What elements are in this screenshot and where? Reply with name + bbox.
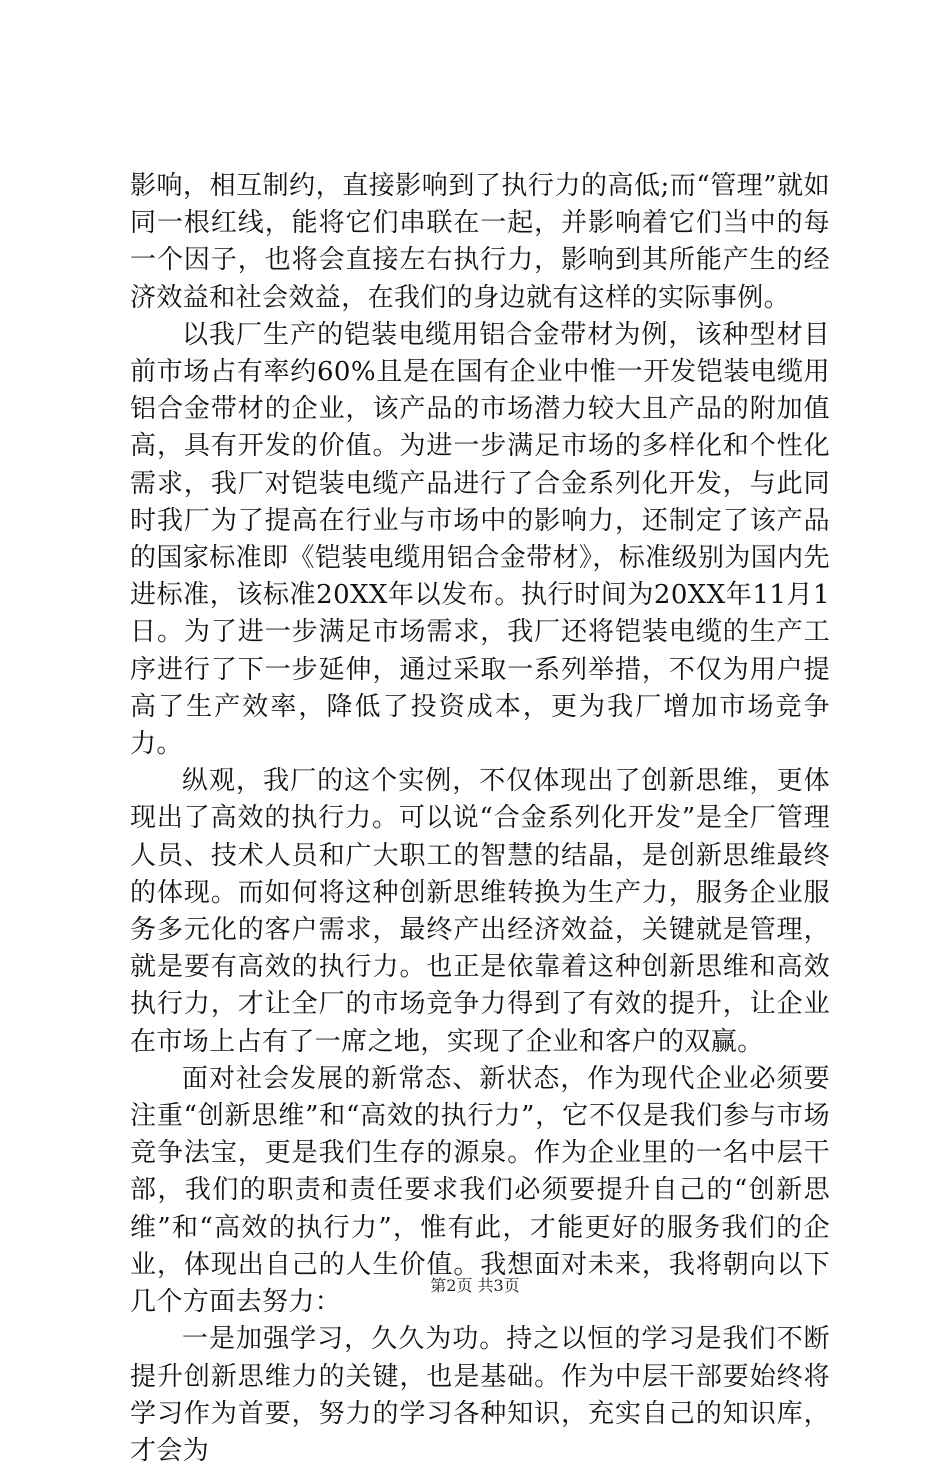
paragraph-3: 纵观，我厂的这个实例，不仅体现出了创新思维，更体现出了高效的执行力。可以说“合金系列化开发”是全厂管理人员、技术人员和广大职工的智慧的结晶，是创新思维最终的体现。而如何将这种创新思维转换为生产力，服务企业服务多元化的客户需求，最终产出经济效益，关键就是管理，就是要有高效的执行力。也正是依靠着这种创新思维和高效执行力，才让全厂的市场竞争力得到了有效的提升，让企业在市场上占有了一席之地，实现了企业和客户的双赢。 (130, 766, 830, 1057)
paragraph-4: 面对社会发展的新常态、新状态，作为现代企业必须要注重“创新思维”和“高效的执行力”，它不仅是我们参与市场竞争法宝，更是我们生存的源泉。作为企业里的一名中层干部，我们的职责和责任要求我们必须要提升自己的“创新思维”和“高效的执行力”，惟有此，才能更好的服务我们的企业，体现出自己的人生价值。我想面对未来，我将朝向以下几个方面去努力： (130, 1063, 830, 1318)
page-number-footer: 第2页 共3页 (430, 1276, 520, 1295)
paragraph-5: 一是加强学习，久久为功。持之以恒的学习是我们不断提升创新思维力的关键，也是基础。作为中层干部要始终将学习作为首要，努力的学习各种知识，充实自己的知识库，才会为 (130, 1324, 830, 1466)
document-body (130, 168, 830, 1470)
paragraph-2: 以我厂生产的铠装电缆用铝合金带材为例，该种型材目前市场占有率约60%且是在国有企业中惟一开发铠装电缆用铝合金带材的企业，该产品的市场潜力较大且产品的附加值高，具有开发的价值。为进一步满足市场的多样化和个性化需求，我厂对铠装电缆产品进行了合金系列化开发，与此同时我厂为了提高在行业与市场中的影响力，还制定了该产品的国家标准即《铠装电缆用铝合金带材》，标准级别为国内先进标准，该标准20XX年以发布。执行时间为20XX年11月1日。为了进一步满足市场需求，我厂还将铠装电缆的生产工序进行了下一步延伸，通过采取一系列举措，不仅为用户提高了生产效率，降低了投资成本，更为我厂增加市场竞争力。 (130, 319, 830, 760)
paragraph-1: 影响，相互制约，直接影响到了执行力的高低;而“管理”就如同一根红线，能将它们串联在一起，并影响着它们当中的每一个因子，也将会直接左右执行力，影响到其所能产生的经济效益和社会效益，在我们的身边就有这样的实际事例。 (130, 171, 830, 313)
